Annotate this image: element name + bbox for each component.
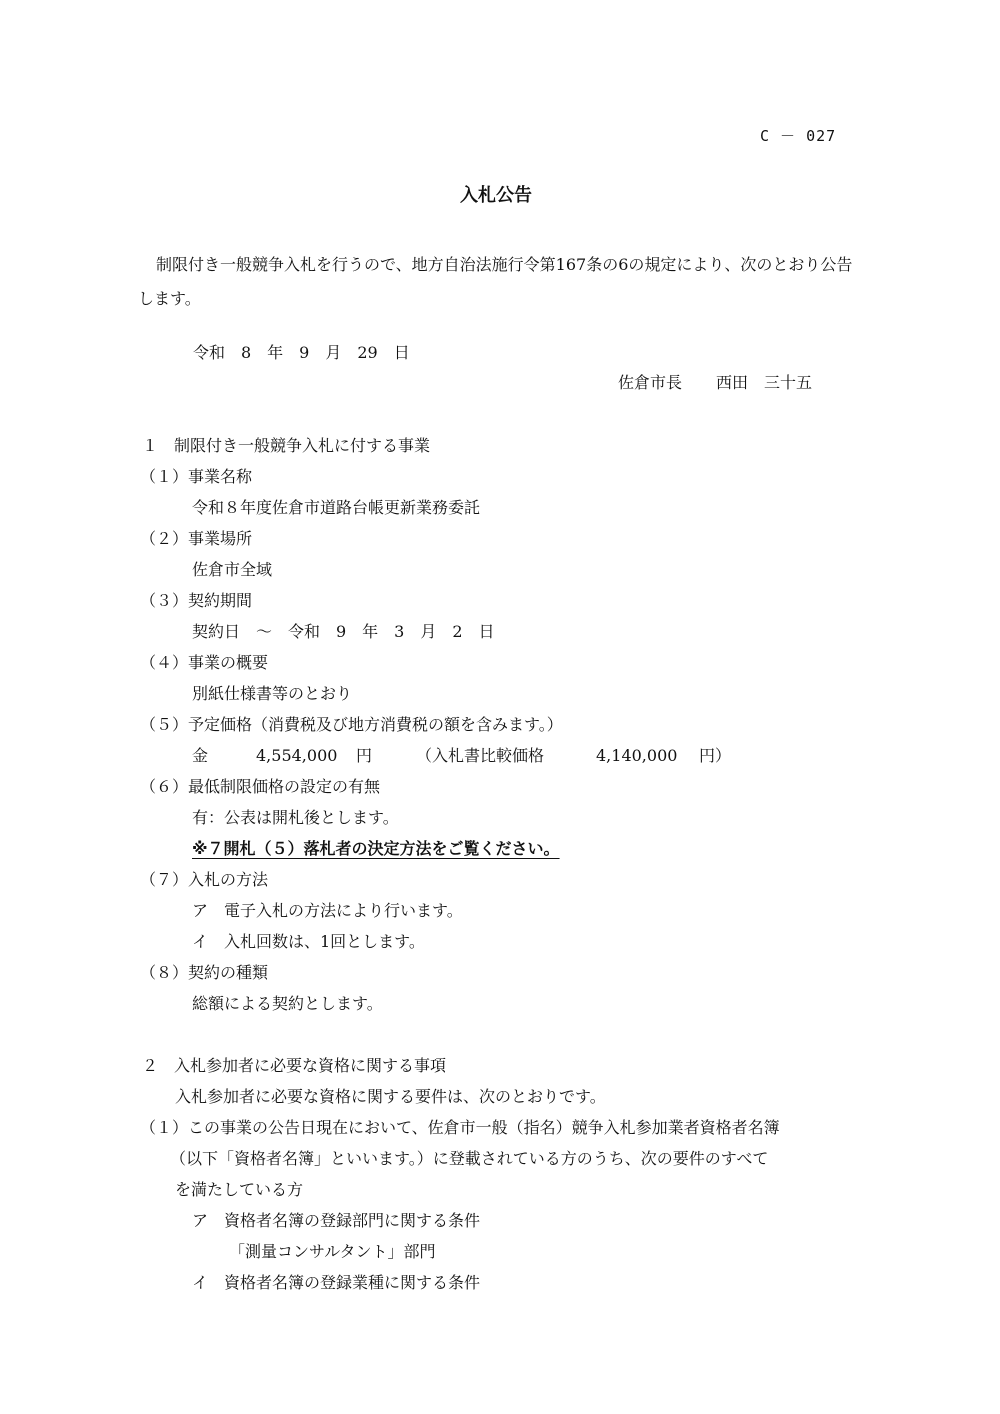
notice-date: 令和 8 年 9 月 29 日 xyxy=(193,343,410,362)
section-2-sub-a-value: 「測量コンサルタント」部門 xyxy=(229,1242,436,1261)
item-6-value: 有：公表は開札後とします。 xyxy=(192,808,399,827)
item-4-value: 別紙仕様書等のとおり xyxy=(192,684,353,703)
section-2-lead: 入札参加者に必要な資格に関する要件は、次のとおりです。 xyxy=(175,1087,606,1106)
item-2-value: 佐倉市全域 xyxy=(192,560,273,579)
item-1-label: （１）事業名称 xyxy=(140,467,253,486)
compare-price-unit: 円） xyxy=(699,746,732,765)
item-1-value: 令和８年度佐倉市道路台帳更新業務委託 xyxy=(192,498,481,517)
compare-price-amount: 4,140,000 xyxy=(596,746,678,765)
signer-block xyxy=(618,372,812,394)
item-7-value-b: イ 入札回数は、1回とします。 xyxy=(192,932,425,951)
item-4-label: （４）事業の概要 xyxy=(140,653,269,672)
document-number: C － 027 xyxy=(760,127,837,145)
price-line xyxy=(192,745,731,767)
page-title: 入札公告 xyxy=(460,185,532,206)
signer-title: 佐倉市長 xyxy=(618,373,683,392)
compare-price-label: （入札書比較価格 xyxy=(416,746,545,765)
item-7-label: （７）入札の方法 xyxy=(140,870,269,889)
item-5-label: （５）予定価格（消費税及び地方消費税の額を含みます。） xyxy=(140,715,563,734)
item-2-label: （２）事業場所 xyxy=(140,529,253,548)
item-8-label: （８）契約の種類 xyxy=(140,963,269,982)
section-2-item-1-line-2: （以下「資格者名簿」といいます。）に登載されている方のうち、次の要件のすべて xyxy=(170,1149,769,1168)
item-7-value-a: ア 電子入札の方法により行います。 xyxy=(192,901,463,920)
price-prefix: 金 xyxy=(192,746,209,765)
item-6-label: （６）最低制限価格の設定の有無 xyxy=(140,777,381,796)
section-1-heading: １ 制限付き一般競争入札に付する事業 xyxy=(142,436,431,455)
section-2-sub-a: ア 資格者名簿の登録部門に関する条件 xyxy=(192,1211,481,1230)
section-2-item-1-line-3: を満たしている方 xyxy=(175,1180,304,1199)
section-2-heading: ２ 入札参加者に必要な資格に関する事項 xyxy=(142,1056,447,1075)
price-amount: 4,554,000 xyxy=(256,746,338,765)
section-2-sub-b: イ 資格者名簿の登録業種に関する条件 xyxy=(192,1273,481,1292)
intro-paragraph: 制限付き一般競争入札を行うので、地方自治法施行令第167条の6の規定により、次のとおり公告します。 xyxy=(138,255,853,308)
signer-name: 西田 三十五 xyxy=(716,373,813,392)
section-2-item-1-line-1: （１）この事業の公告日現在において、佐倉市一般（指名）競争入札参加業者資格者名簿 xyxy=(140,1118,780,1137)
price-unit: 円 xyxy=(356,746,373,765)
item-8-value: 総額による契約とします。 xyxy=(192,994,383,1013)
item-3-value: 契約日 ～ 令和 9 年 3 月 2 日 xyxy=(192,622,495,641)
note-reference: ※７開札（５）落札者の決定方法をご覧ください。 xyxy=(192,839,560,858)
item-3-label: （３）契約期間 xyxy=(140,591,253,610)
